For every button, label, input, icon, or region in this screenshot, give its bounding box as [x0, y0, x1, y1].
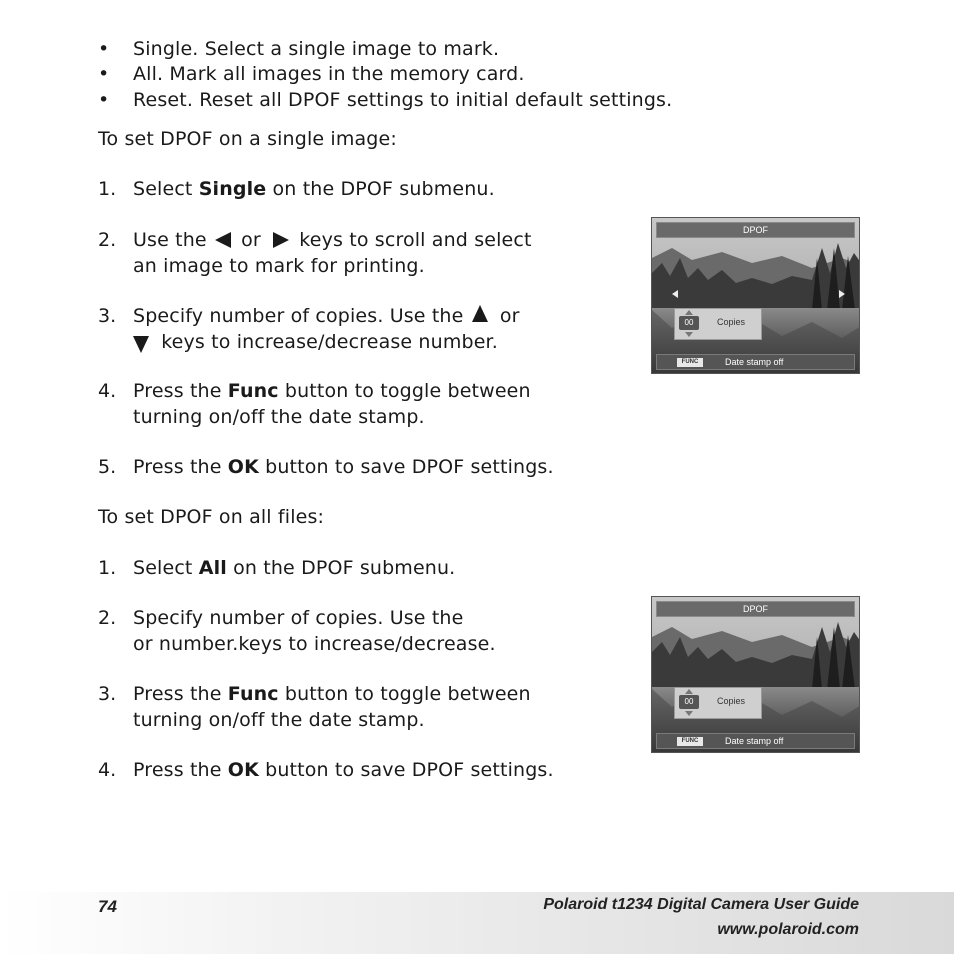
page-number: 74 [98, 897, 117, 916]
copies-label: Copies [717, 317, 746, 327]
website-url: www.polaroid.com [717, 921, 859, 938]
step-number: 4. [98, 380, 117, 402]
up-arrow-icon [685, 310, 693, 315]
heading-single: To set DPOF on a single image: [98, 128, 397, 150]
func-badge: FUNC [677, 737, 703, 746]
right-arrow-icon [839, 290, 845, 298]
left-arrow-icon [672, 290, 678, 298]
landscape-photo [652, 218, 860, 374]
down-arrow-icon [685, 332, 693, 337]
step-number: 3. [98, 683, 117, 705]
right-arrow-icon [273, 232, 289, 248]
copies-value: 00 [679, 695, 699, 709]
step-single-2-line2: an image to mark for printing. [133, 255, 425, 277]
date-stamp-label: Date stamp off [725, 357, 784, 367]
step-single-4-line2: turning on/off the date stamp. [133, 406, 425, 428]
guide-title: Polaroid t1234 Digital Camera User Guide [543, 896, 859, 913]
copies-selector [674, 687, 762, 719]
step-number: 1. [98, 178, 117, 200]
copies-label: Copies [717, 696, 746, 706]
step-number: 2. [98, 229, 117, 251]
date-stamp-label: Date stamp off [725, 736, 784, 746]
step-number: 1. [98, 557, 117, 579]
step-single-2: Use the or keys to scroll and select [133, 229, 532, 251]
step-number: 4. [98, 759, 117, 781]
landscape-photo [652, 597, 860, 753]
step-single-3: Specify number of copies. Use the or [133, 305, 520, 327]
step-single-1: Select Single on the DPOF submenu. [133, 178, 495, 200]
bullet-symbol: • [98, 38, 110, 60]
down-arrow-icon [133, 336, 149, 353]
step-all-4: Press the OK button to save DPOF settings. [133, 759, 554, 781]
up-arrow-icon [472, 305, 488, 322]
copies-value: 00 [679, 316, 699, 330]
func-badge: FUNC [677, 358, 703, 367]
bullet-symbol: • [98, 89, 110, 111]
step-number: 3. [98, 305, 117, 327]
step-single-3-line2: keys to increase/decrease number. [133, 330, 498, 355]
camera-screen-all [651, 596, 860, 753]
step-all-3-line2: turning on/off the date stamp. [133, 709, 425, 731]
step-all-1: Select All on the DPOF submenu. [133, 557, 456, 579]
camera-screen-single [651, 217, 860, 374]
screen-title: DPOF [656, 222, 855, 238]
bullet-all: All. Mark all images in the memory card. [133, 63, 525, 85]
screen-status-bar [656, 733, 855, 749]
down-arrow-icon [685, 711, 693, 716]
bullet-single: Single. Select a single image to mark. [133, 38, 500, 60]
up-arrow-icon [685, 689, 693, 694]
heading-all: To set DPOF on all files: [98, 506, 325, 528]
step-all-2-line2: or number.keys to increase/decrease. [133, 633, 496, 655]
step-all-2: Specify number of copies. Use the [133, 607, 464, 629]
bullet-reset: Reset. Reset all DPOF settings to initial default settings. [133, 89, 673, 111]
step-number: 2. [98, 607, 117, 629]
step-single-5: Press the OK button to save DPOF settings. [133, 456, 554, 478]
screen-status-bar [656, 354, 855, 370]
screen-title: DPOF [656, 601, 855, 617]
step-number: 5. [98, 456, 117, 478]
step-all-3: Press the Func button to toggle between [133, 683, 531, 705]
left-arrow-icon [215, 232, 231, 248]
bullet-symbol: • [98, 63, 110, 85]
step-single-4: Press the Func button to toggle between [133, 380, 531, 402]
copies-selector [674, 308, 762, 340]
